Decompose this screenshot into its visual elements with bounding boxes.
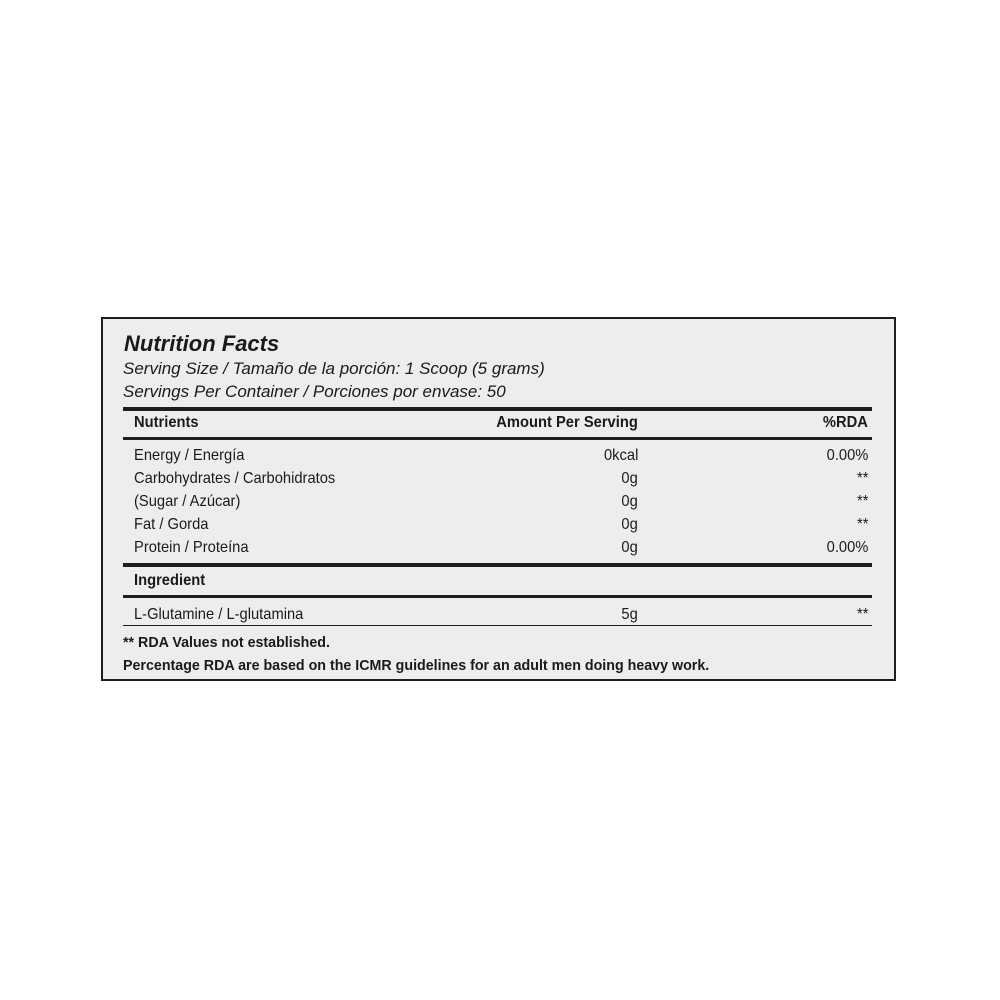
nutrient-amount: 0g: [621, 470, 638, 487]
column-header-amount: Amount Per Serving: [496, 414, 638, 431]
nutrient-rda: 0.00%: [826, 447, 868, 464]
nutrition-facts-title: Nutrition Facts: [124, 331, 280, 356]
nutrient-name: (Sugar / Azúcar): [134, 493, 241, 510]
column-header-rda: %RDA: [823, 414, 868, 431]
nutrient-name: Protein / Proteína: [134, 539, 249, 556]
ingredient-name: L-Glutamine / L-glutamina: [134, 606, 304, 623]
footnote-icmr-guidelines: Percentage RDA are based on the ICMR guidelines for an adult men doing heavy work.: [123, 657, 710, 674]
ingredient-rda: **: [856, 606, 868, 623]
servings-per-container-text: Servings Per Container / Porciones por envase: 50: [123, 382, 506, 401]
nutrient-amount: 0g: [621, 493, 638, 510]
nutrient-rda: **: [856, 493, 868, 510]
nutrient-amount: 0kcal: [603, 447, 638, 464]
nutrient-amount: 0g: [621, 516, 638, 533]
ingredient-amount: 5g: [621, 606, 638, 623]
nutrient-name: Energy / Energía: [134, 447, 245, 464]
ingredient-header: Ingredient: [134, 572, 206, 589]
nutrient-rda: 0.00%: [826, 539, 868, 556]
ingredient-bottom-rule: [123, 625, 872, 626]
column-header-nutrients: Nutrients: [134, 414, 199, 431]
serving-size-text: Serving Size / Tamaño de la porción: 1 Scoop (5 grams): [123, 359, 545, 378]
nutrient-name: Fat / Gorda: [134, 516, 209, 533]
nutrient-name: Carbohydrates / Carbohidratos: [134, 470, 336, 487]
nutrition-facts-panel: [101, 317, 896, 681]
nutrient-rda: **: [856, 470, 868, 487]
ingredient-top-rule: [123, 563, 872, 567]
header-bottom-rule: [123, 437, 872, 440]
nutrient-rda: **: [856, 516, 868, 533]
footnote-rda-not-established: ** RDA Values not established.: [123, 634, 330, 651]
header-top-rule: [123, 407, 872, 411]
nutrient-amount: 0g: [621, 539, 638, 556]
ingredient-header-rule: [123, 595, 872, 598]
